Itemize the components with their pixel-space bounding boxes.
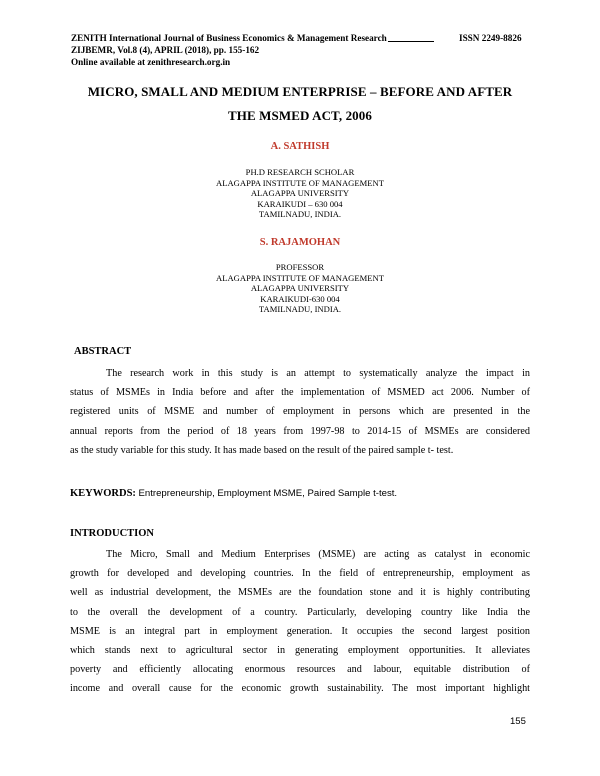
- affiliation-line: TAMILNADU, INDIA.: [258, 209, 342, 219]
- text-line: The Micro, Small and Medium Enterprises (MSME) are acting as catalyst in economic: [106, 549, 530, 560]
- abstract-heading: ABSTRACT: [74, 346, 132, 357]
- header-rule: [388, 33, 434, 42]
- text-line: MSME is an integral part in employment generation. It occupies the second largest position: [70, 625, 530, 637]
- introduction-heading: INTRODUCTION: [70, 528, 155, 539]
- paper-title-line-1: MICRO, SMALL AND MEDIUM ENTERPRISE – BEFORE AND AFTER: [87, 84, 513, 99]
- journal-online: Online available at zenithresearch.org.in: [71, 57, 231, 67]
- text-line: The research work in this study is an attempt to systematically analyze the impact in: [106, 368, 530, 379]
- introduction-body: [70, 545, 530, 699]
- text-line: which stands next to agricultural sector in generating employment opportunities. It alleviates: [70, 644, 530, 656]
- affiliation-line: KARAIKUDI-630 004: [260, 293, 340, 304]
- keywords-text: Entrepreneurship, Employment MSME, Paired Sample t-test.: [138, 488, 398, 499]
- affiliation-line: KARAIKUDI – 630 004: [257, 198, 343, 209]
- affiliation-line: ALAGAPPA UNIVERSITY: [250, 283, 350, 293]
- affiliation-line: PH.D RESEARCH SCHOLAR: [245, 167, 355, 177]
- text-line: to the overall the development of a country. Particularly, developing country like India the: [70, 606, 530, 618]
- text-line: as the study variable for this study. It has made based on the result of the paired sample t- test.: [70, 444, 454, 456]
- abstract-body: [70, 364, 530, 460]
- issn: ISSN 2249-8826: [459, 33, 522, 43]
- author-name: S. RAJAMOHAN: [259, 237, 341, 248]
- author-affiliation: [0, 167, 600, 220]
- journal-volume: ZIJBEMR, Vol.8 (4), APRIL (2018), pp. 155-162: [71, 45, 260, 55]
- journal-header-line: [71, 33, 522, 44]
- affiliation-line: PROFESSOR: [275, 262, 325, 272]
- paper-title-line-2: THE MSMED ACT, 2006: [228, 108, 372, 123]
- journal-name: ZENITH International Journal of Business Economics & Management Research: [71, 33, 387, 43]
- affiliation-line: ALAGAPPA INSTITUTE OF MANAGEMENT: [216, 272, 384, 283]
- page-number: 155: [510, 716, 526, 727]
- text-line: growth for developed and developing countries. In the field of entrepreneurship, employment as: [70, 568, 530, 580]
- text-line: well as industrial development, the MSMEs are the foundation stone and it is highly contributing: [70, 587, 530, 599]
- affiliation-line: ALAGAPPA INSTITUTE OF MANAGEMENT: [216, 177, 384, 188]
- text-line: registered units of MSME and number of employment in persons which are presented in the: [70, 406, 530, 418]
- text-line: status of MSMEs in India before and after the implementation of MSMED act 2006. Number of: [70, 387, 530, 399]
- text-line: income and overall cause for the economic growth sustainability. The most important highlight: [70, 683, 530, 695]
- affiliation-line: TAMILNADU, INDIA.: [258, 304, 342, 314]
- author-affiliation: [0, 262, 600, 315]
- keywords-label: KEYWORDS:: [70, 488, 136, 499]
- affiliation-line: ALAGAPPA UNIVERSITY: [250, 188, 350, 198]
- text-line: annual reports from the period of 18 years from 1997-98 to 2014-15 of MSMEs are considered: [70, 425, 530, 437]
- keywords: [70, 488, 397, 499]
- author-name: A. SATHISH: [270, 141, 330, 152]
- text-line: poverty and efficiently allocating enormous resources and labour, equitable distribution of: [70, 664, 530, 676]
